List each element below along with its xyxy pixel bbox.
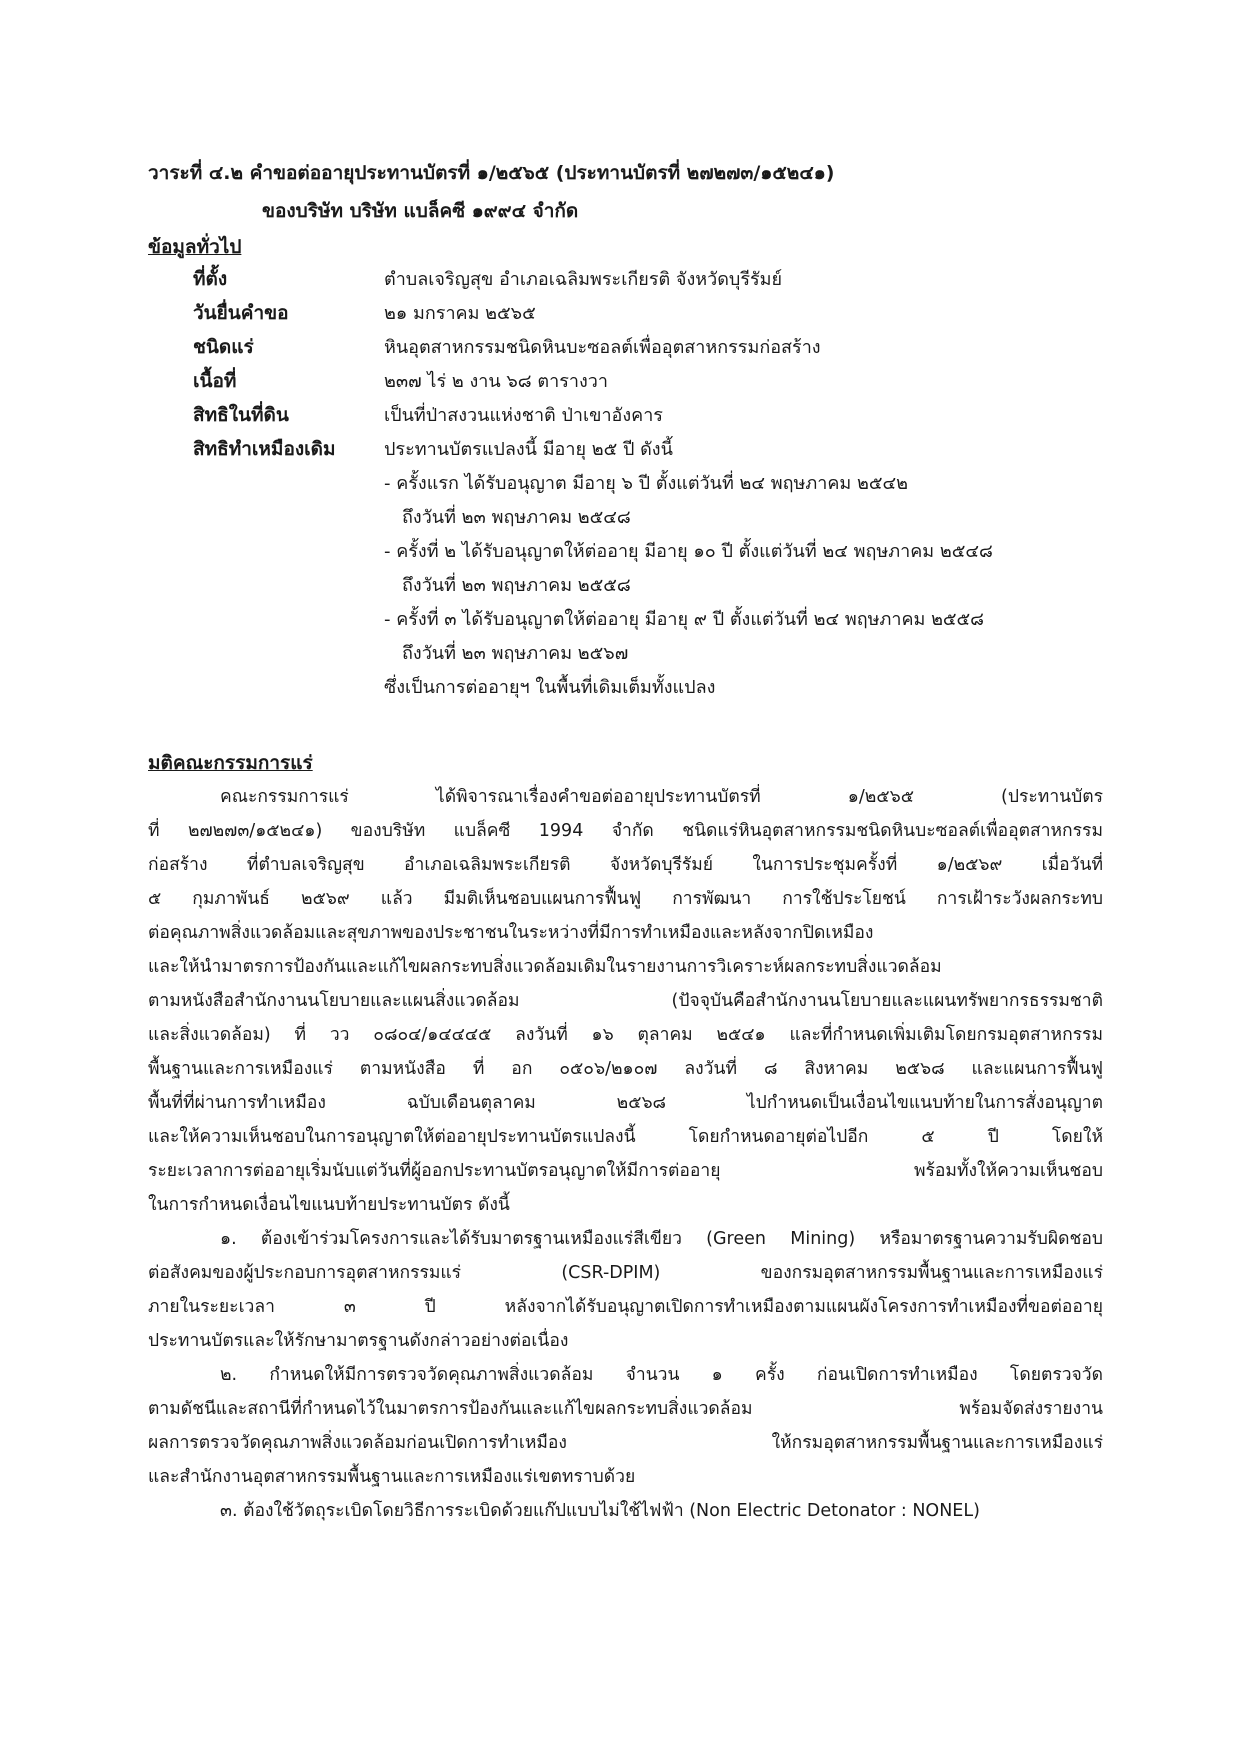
text-line: ๒. กำหนดให้มีการตรวจวัดคุณภาพสิ่งแวดล้อม จำนวน ๑ ครั้ง ก่อนเปิดการทำเหมือง โดยตรวจวัด bbox=[220, 1365, 1103, 1385]
text-line: ผลการตรวจวัดคุณภาพสิ่งแวดล้อมก่อนเปิดการทำเหมือง ให้กรมอุตสาหกรรมพื้นฐานและการเหมืองแร่ bbox=[148, 1433, 1103, 1453]
text-line: ที่ ๒๗๒๗๓/๑๕๒๔๑) ของบริษัท แบล็คซี 1994 จำกัด ชนิดแร่หินอุตสาหกรรมชนิดหินบะซอลต์เพื่ออุตสาหกรรม bbox=[148, 821, 1103, 841]
general-info-heading: ข้อมูลทั่วไป bbox=[148, 236, 242, 258]
text-line: และให้นำมาตรการป้องกันและแก้ไขผลกระทบสิ่งแวดล้อมเดิมในรายงานการวิเคราะห์ผลกระทบสิ่งแวดล้อม bbox=[148, 957, 942, 977]
text-line: คณะกรรมการแร่ ได้พิจารณาเรื่องคำขอต่ออายุประทานบัตรที่ ๑/๒๕๖๕ (ประทานบัตร bbox=[220, 787, 1103, 807]
renewal-2-line1: - ครั้งที่ ๒ ได้รับอนุญาตให้ต่ออายุ มีอายุ ๑๐ ปี ตั้งแต่วันที่ ๒๔ พฤษภาคม ๒๕๔๘ bbox=[384, 541, 993, 562]
text-line: ประทานบัตรและให้รักษามาตรฐานดังกล่าวอย่างต่อเนื่อง bbox=[148, 1331, 569, 1351]
info-value: หินอุตสาหกรรมชนิดหินบะซอลต์เพื่ออุตสาหกรรมก่อสร้าง bbox=[384, 337, 821, 358]
renewal-1-line2: ถึงวันที่ ๒๓ พฤษภาคม ๒๕๔๘ bbox=[402, 507, 631, 528]
text-line: และสำนักงานอุตสาหกรรมพื้นฐานและการเหมืองแร่เขตทราบด้วย bbox=[148, 1467, 636, 1487]
agenda-title-line2: ของบริษัท บริษัท แบล็คซี ๑๙๙๔ จำกัด bbox=[262, 200, 579, 222]
text-line: ตามหนังสือสำนักงานนโยบายและแผนสิ่งแวดล้อม (ปัจจุบันคือสำนักงานนโยบายและแผนทรัพยากรธรรมชาติ bbox=[148, 991, 1103, 1011]
info-label: ที่ตั้ง bbox=[193, 268, 228, 290]
text-line: และสิ่งแวดล้อม) ที่ วว ๐๘๐๔/๑๔๔๔๕ ลงวันที่ ๑๖ ตุลาคม ๒๕๔๑ และที่กำหนดเพิ่มเติมโดยกรมอุตสาหกรรม bbox=[148, 1025, 1103, 1045]
renewal-1-line1: - ครั้งแรก ได้รับอนุญาต มีอายุ ๖ ปี ตั้งแต่วันที่ ๒๔ พฤษภาคม ๒๕๔๒ bbox=[384, 473, 908, 494]
agenda-title-line1: วาระที่ ๔.๒ คำขอต่ออายุประทานบัตรที่ ๑/๒๕๖๕ (ประทานบัตรที่ ๒๗๒๗๓/๑๕๒๔๑) bbox=[148, 162, 835, 184]
condition-1-paragraph bbox=[148, 1222, 1103, 1358]
text-line: ตามดัชนีและสถานีที่กำหนดไว้ในมาตรการป้องกันและแก้ไขผลกระทบสิ่งแวดล้อม พร้อมจัดส่งรายงาน bbox=[148, 1399, 1103, 1419]
text-line: ๑. ต้องเข้าร่วมโครงการและได้รับมาตรฐานเหมืองแร่สีเขียว (Green Mining) หรือมาตรฐานความรับผิดชอบ bbox=[220, 1229, 1103, 1249]
text-line: พื้นที่ที่ผ่านการทำเหมือง ฉบับเดือนตุลาคม ๒๕๖๘ ไปกำหนดเป็นเงื่อนไขแนบท้ายในการสั่งอนุญาต bbox=[148, 1093, 1103, 1113]
info-row-area bbox=[0, 366, 1241, 400]
text-line: พื้นฐานและการเหมืองแร่ ตามหนังสือ ที่ อก ๐๕๐๖/๒๑๐๗ ลงวันที่ ๘ สิงหาคม ๒๕๖๘ และแผนการฟื้นฟู bbox=[148, 1059, 1103, 1079]
text-line: ๓. ต้องใช้วัตถุระเบิดโดยวิธีการระเบิดด้วยแก๊ปแบบไม่ใช้ไฟฟ้า (Non Electric Detonator : NONEL) bbox=[220, 1501, 980, 1521]
condition-3-paragraph bbox=[148, 1494, 1103, 1528]
info-value: ประทานบัตรแปลงนี้ มีอายุ ๒๕ ปี ดังนี้ bbox=[384, 439, 673, 460]
info-row-land-right bbox=[0, 400, 1241, 434]
info-label: สิทธิในที่ดิน bbox=[193, 404, 289, 426]
info-value: เป็นที่ป่าสงวนแห่งชาติ ป่าเขาอังคาร bbox=[384, 405, 663, 426]
info-value: ๒๑ มกราคม ๒๕๖๕ bbox=[384, 303, 536, 324]
info-row-mining-right bbox=[0, 434, 1241, 468]
info-row-mineral-type bbox=[0, 332, 1241, 366]
text-line: ภายในระยะเวลา ๓ ปี หลังจากได้รับอนุญาตเปิดการทำเหมืองตามแผนผังโครงการทำเหมืองที่ขอต่ออายุ bbox=[148, 1297, 1103, 1317]
info-label: เนื้อที่ bbox=[193, 370, 237, 392]
info-label: วันยื่นคำขอ bbox=[193, 302, 289, 324]
renewal-2-line2: ถึงวันที่ ๒๓ พฤษภาคม ๒๕๕๘ bbox=[402, 575, 631, 596]
condition-2-paragraph bbox=[148, 1358, 1103, 1494]
info-label: ชนิดแร่ bbox=[193, 336, 254, 358]
text-line: ๕ กุมภาพันธ์ ๒๕๖๙ แล้ว มีมติเห็นชอบแผนการฟื้นฟู การพัฒนา การใช้ประโยชน์ การเฝ้าระวังผลกระทบ bbox=[148, 889, 1103, 909]
info-row-submit-date bbox=[0, 298, 1241, 332]
text-line: ต่อสังคมของผู้ประกอบการอุตสาหกรรมแร่ (CSR-DPIM) ของกรมอุตสาหกรรมพื้นฐานและการเหมืองแร่ bbox=[148, 1263, 1103, 1283]
info-value: ตำบลเจริญสุข อำเภอเฉลิมพระเกียรติ จังหวัดบุรีรัมย์ bbox=[384, 269, 783, 290]
info-row-location bbox=[0, 264, 1241, 298]
renewal-3-line2: ถึงวันที่ ๒๓ พฤษภาคม ๒๕๖๗ bbox=[402, 643, 629, 664]
info-label: สิทธิทำเหมืองเดิม bbox=[193, 438, 336, 460]
resolution-paragraph bbox=[148, 780, 1103, 1222]
renewal-3-line1: - ครั้งที่ ๓ ได้รับอนุญาตให้ต่ออายุ มีอายุ ๙ ปี ตั้งแต่วันที่ ๒๔ พฤษภาคม ๒๕๕๘ bbox=[384, 609, 985, 630]
resolution-heading: มติคณะกรรมการแร่ bbox=[148, 752, 313, 774]
text-line: และให้ความเห็นชอบในการอนุญาตให้ต่ออายุประทานบัตรแปลงนี้ โดยกำหนดอายุต่อไปอีก ๕ ปี โดยให้ bbox=[148, 1127, 1103, 1147]
renewal-note: ซึ่งเป็นการต่ออายุฯ ในพื้นที่เดิมเต็มทั้งแปลง bbox=[384, 677, 716, 698]
text-line: ระยะเวลาการต่ออายุเริ่มนับแต่วันที่ผู้ออกประทานบัตรอนุญาตให้มีการต่ออายุ พร้อมทั้งให้ความเห็นชอบ bbox=[148, 1161, 1103, 1181]
text-line: ต่อคุณภาพสิ่งแวดล้อมและสุขภาพของประชาชนในระหว่างที่มีการทำเหมืองและหลังจากปิดเหมือง bbox=[148, 923, 874, 943]
text-line: ในการกำหนดเงื่อนไขแนบท้ายประทานบัตร ดังนี้ bbox=[148, 1195, 510, 1215]
info-value: ๒๓๗ ไร่ ๒ งาน ๖๘ ตารางวา bbox=[384, 371, 608, 392]
text-line: ก่อสร้าง ที่ตำบลเจริญสุข อำเภอเฉลิมพระเกียรติ จังหวัดบุรีรัมย์ ในการประชุมครั้งที่ ๑/๒๕๖๙ เมื่อวันที่ bbox=[148, 855, 1103, 875]
